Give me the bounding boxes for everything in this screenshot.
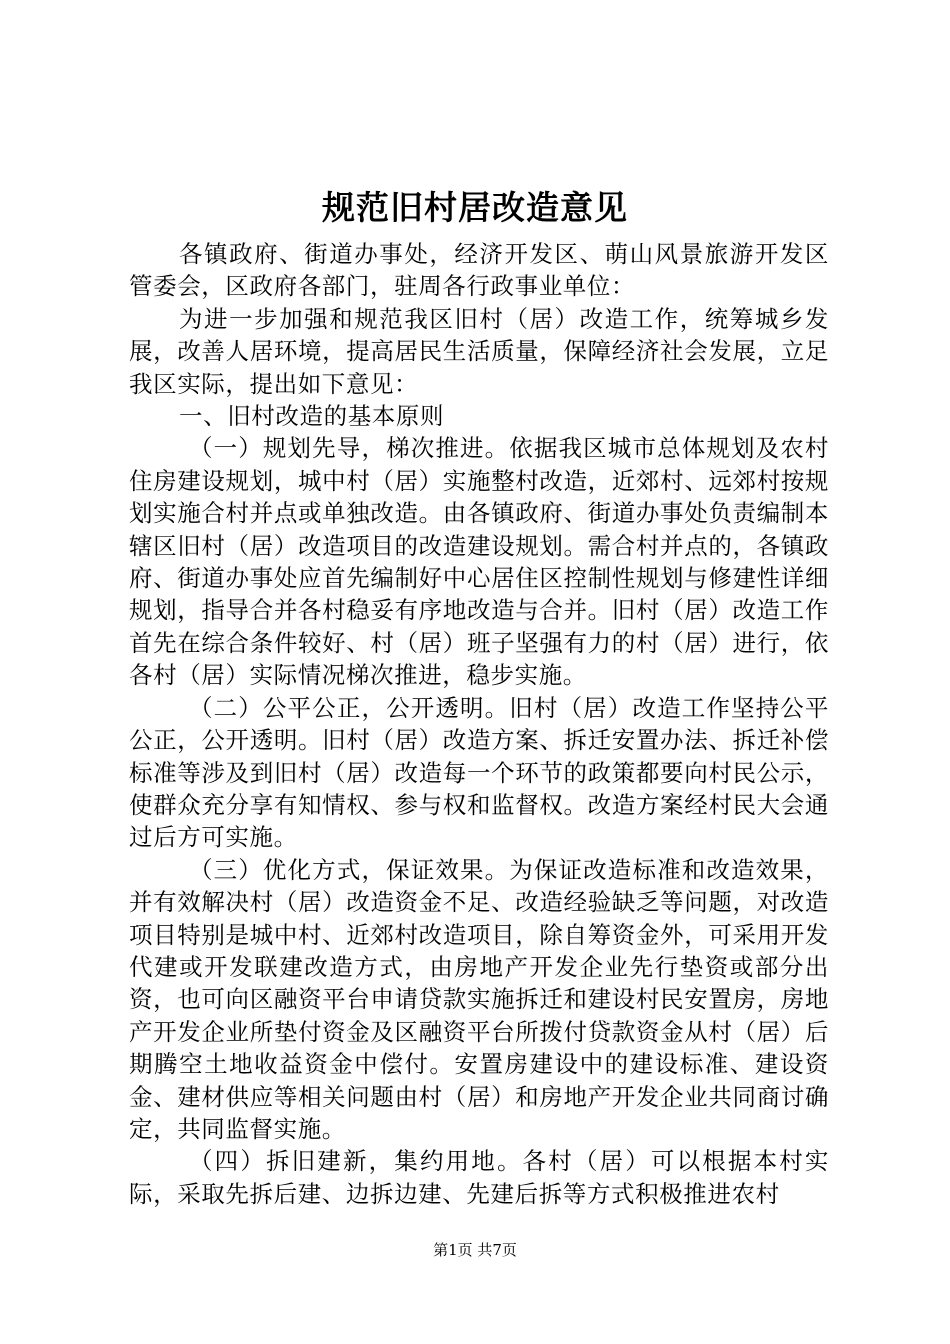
paragraph-intro: 为进一步加强和规范我区旧村（居）改造工作，统筹城乡发展，改善人居环境，提高居民生活质量，保障经济社会发展，立足我区实际，提出如下意见： <box>129 304 829 398</box>
paragraph-principle-4: （四）拆旧建新，集约用地。各村（居）可以根据本村实际，采取先拆后建、边拆边建、先建后拆等方式积极推进农村 <box>129 1147 829 1208</box>
document-title: 规范旧村居改造意见 <box>322 188 628 227</box>
paragraph-principle-1: （一）规划先导，梯次推进。依据我区城市总体规划及农村住房建设规划，城中村（居）实施整村改造，近郊村、远郊村按规划实施合村并点或单独改造。由各镇政府、街道办事处负责编制本辖区旧村（居）改造项目的改造建设规划。需合村并点的，各镇政府、街道办事处应首先编制好中心居住区控制性规划与修建性详细规划，指导合并各村稳妥有序地改造与合并。旧村（居）改造工作首先在综合条件较好、村（居）班子坚强有力的村（居）进行，依各村（居）实际情况梯次推进，稳步实施。 <box>129 434 829 690</box>
page-footer: 第1页 共7页 <box>433 1241 517 1259</box>
paragraph-principle-3: （三）优化方式，保证效果。为保证改造标准和改造效果，并有效解决村（居）改造资金不足、改造经验缺乏等问题，对改造项目特别是城中村、近郊村改造项目，除自筹资金外，可采用开发代建或开发联建改造方式，由房地产开发企业先行垫资或部分出资，也可向区融资平台申请贷款实施拆迁和建设村民安置房，房地产开发企业所垫付资金及区融资平台所拨付贷款资金从村（居）后期腾空土地收益资金中偿付。安置房建设中的建设标准、建设资金、建材供应等相关问题由村（居）和房地产开发企业共同商讨确定，共同监督实施。 <box>129 855 829 1143</box>
paragraph-addressees: 各镇政府、街道办事处，经济开发区、萌山风景旅游开发区管委会，区政府各部门，驻周各行政事业单位： <box>129 240 829 301</box>
document-body <box>129 238 829 1210</box>
paragraph-principle-2: （二）公平公正，公开透明。旧村（居）改造工作坚持公平公正，公开透明。旧村（居）改造方案、拆迁安置办法、拆迁补偿标准等涉及到旧村（居）改造每一个环节的政策都要向村民公示，使群众充分享有知情权、参与权和监督权。改造方案经村民大会通过后方可实施。 <box>129 693 829 852</box>
section-heading-principles: 一、旧村改造的基本原则 <box>179 402 445 431</box>
